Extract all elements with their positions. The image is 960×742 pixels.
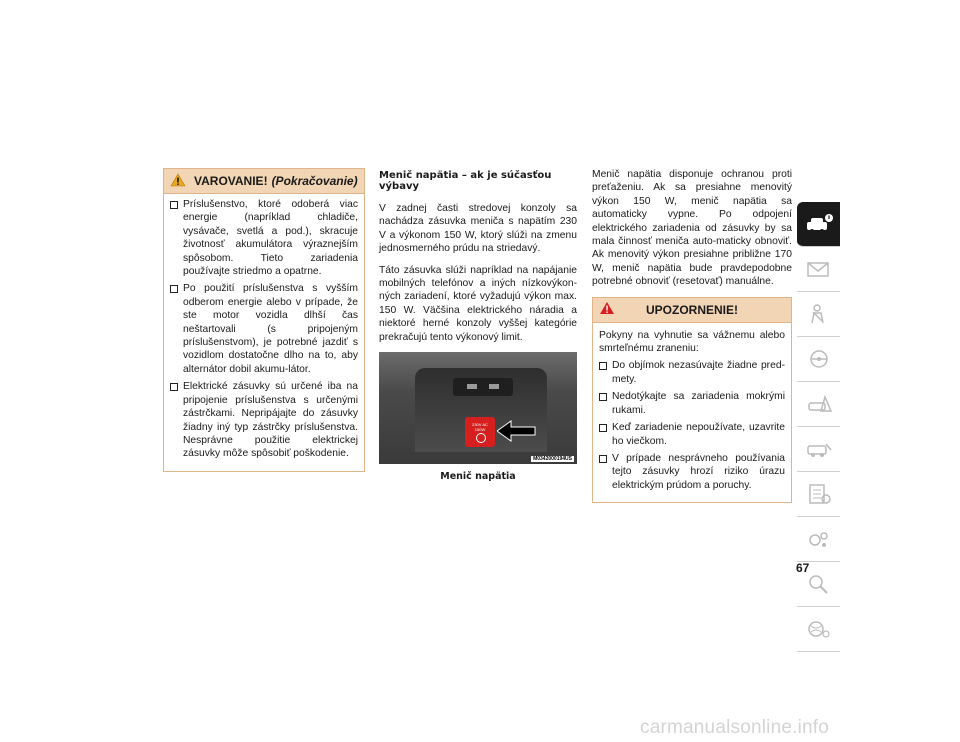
tab-service[interactable] xyxy=(797,427,840,472)
section-heading: Menič napätia – ak je súčasťou výbavy xyxy=(379,170,552,192)
caution-title: UPOZORNENIE! xyxy=(645,302,738,317)
search-icon xyxy=(804,573,834,595)
list-item xyxy=(170,282,358,376)
list-item-text: Príslušenstvo, ktoré odoberá viac energie (napríklad chladiče, vysávače, svetlá a pod.), skracuje životnosť akumulátora výraznejším spôsobom. Tieto zariadenia používajte striedmo a opatrne. xyxy=(183,199,358,278)
gears-icon xyxy=(804,528,834,550)
list-item-text: V prípade nesprávneho používania tejto zásuvky hrozí riziko úrazu elektrickým prúdom a poruchy. xyxy=(612,452,785,491)
warning-title-suffix: (Pokračovanie) xyxy=(271,174,358,188)
list-item xyxy=(170,380,358,460)
list-item xyxy=(599,390,785,417)
list-item xyxy=(599,421,785,448)
paragraph: Menič napätia disponuje ochranou proti preťaženiu. Ak sa presiahne menovitý výkon 150 W, menič napätia sa automaticky vypne. Po odpojení elektrického zariadenia od zásuvky by sa mala činnosť meniča auto-maticky obnoviť. Ak menovitý výkon presiahne približne 170 W, menič napätia bude pravdepodobne potrebné obnoviť (resetovať) manuálne. xyxy=(592,169,792,288)
inverter-photo xyxy=(379,352,577,464)
figure-caption: Menič napätia xyxy=(440,471,516,483)
caution-intro: Pokyny na vyhnutie sa vážnemu alebo smrteľnému zraneniu: xyxy=(599,329,785,355)
tab-safety[interactable] xyxy=(797,292,840,337)
checklist-icon xyxy=(804,483,834,505)
caution-header xyxy=(593,298,791,323)
usb-panel xyxy=(453,378,513,396)
arrow-icon xyxy=(497,420,537,442)
car-info-icon xyxy=(804,213,834,235)
power-inverter-outlet: 230V AC 150W xyxy=(465,417,495,447)
right-column xyxy=(592,168,792,503)
tab-specs[interactable] xyxy=(797,472,840,517)
mail-icon xyxy=(804,258,834,280)
watermark: carmanualsonline.info xyxy=(640,717,830,738)
chapter-tabs xyxy=(797,202,840,652)
page-number: 67 xyxy=(796,561,810,575)
list-item-text: Do objímok nezasúvajte žiadne pred-mety. xyxy=(612,360,785,385)
crash-icon xyxy=(804,393,834,415)
tab-emergency[interactable] xyxy=(797,382,840,427)
warning-box xyxy=(163,168,365,472)
steering-wheel-icon xyxy=(804,348,834,370)
list-item xyxy=(599,359,785,386)
list-item-text: Elektrické zásuvky sú určené iba na pripojenie príslušenstva s určenými zástrčkami. Nepripájajte do zásuvky žiadny iný typ zástrčky príslušenstva. Nesprávne použitie elektrickej zásuvky môže spôsobiť poškodenie. xyxy=(183,381,358,460)
tab-languages[interactable] xyxy=(797,607,840,652)
warning-icon xyxy=(170,173,186,190)
list-item xyxy=(170,198,358,278)
caution-box xyxy=(592,297,792,503)
tab-multimedia[interactable] xyxy=(797,517,840,562)
paragraph: V zadnej časti stredovej konzoly sa nachádza zásuvka meniča s napätím 230 V a výkonom 150 W, ktorý slúži na zmenu jednosmerného prúdu na striedavý. xyxy=(379,203,577,255)
seatbelt-icon xyxy=(804,303,834,325)
caution-icon xyxy=(599,301,615,318)
tab-car-info[interactable] xyxy=(797,202,840,247)
tab-driving[interactable] xyxy=(797,337,840,382)
language-icon xyxy=(804,618,834,640)
warning-title: VAROVANIE! xyxy=(194,174,268,188)
warning-header xyxy=(164,169,364,194)
list-item-text: Keď zariadenie nepoužívate, uzavrite ho viečkom. xyxy=(612,422,785,447)
figure-id: M0342000194US xyxy=(533,456,572,463)
middle-column xyxy=(379,168,577,482)
list-item-text: Nedotýkajte sa zariadenia mokrými rukami. xyxy=(612,391,785,416)
list-item xyxy=(599,452,785,492)
list-item-text: Po použití príslušenstva s vyšším odberom energie alebo v prípade, že ste motor vozidla dlhší čas neštartovali (s pripojeným príslušenstvom), je potrebné jazdiť s vozidlom dostatočne dlho na to, aby alternátor dobil akumu-látor. xyxy=(183,283,358,375)
tab-messages[interactable] xyxy=(797,247,840,292)
car-service-icon xyxy=(804,438,834,460)
paragraph: Táto zásuvka slúži napríklad na napájanie mobilných telefónov a iných nízkovýkon-ných zariadení, ktoré vyžadujú výkon max. 150 W. Väčšina elektrického náradia a niektoré herné konzoly vyššej kategórie prekračujú tento výkonový limit. xyxy=(379,264,577,343)
